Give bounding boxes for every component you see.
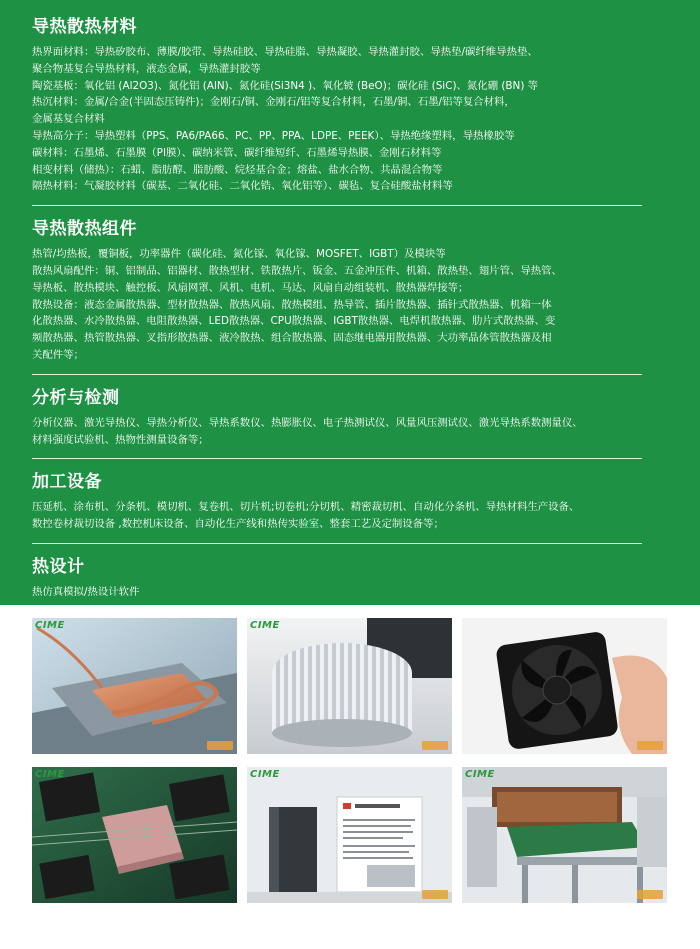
section-text-line: 分析仪器、激光导热仪、导热分析仪、导热系数仪、热膨胀仪、电子热测试仪、风量风压测试仪、激光导热系数测量仪、: [32, 416, 583, 429]
section-text-line: 隔热材料：气凝胶材料（碳基、二氧化硅、二氧化锆、氧化铝等）、碳毡、复合硅酸盐材料等: [32, 180, 453, 193]
section-text-line: 陶瓷基板：氧化铝 (Al2O3)、氮化铝 (AlN)、氮化硅(Si3N4 )、氧化铍 (BeO)；碳化硅 (SiC)、氮化硼 (BN) 等: [32, 79, 539, 92]
section-0: [32, 16, 668, 195]
section-text-line: 金属基复合材料: [32, 113, 105, 126]
cime-logo: CIME: [35, 769, 65, 780]
section-text-line: 热管/均热板，覆铜板，功率器件（碳化硅、氮化镓、氧化镓、MOSFET、IGBT）及模块等: [32, 248, 446, 261]
cime-logo: CIME: [250, 769, 280, 780]
sections-container: [32, 16, 668, 601]
section-4: [32, 556, 668, 601]
section-text-line: 导热板、散热模块、触控板、风扇网罩、风机、电机、马达、风扇自动组装机、散热器焊接等；: [32, 281, 469, 294]
watermark-stamp: [207, 741, 233, 750]
section-2: [32, 387, 668, 449]
section-title: 导热散热材料: [32, 17, 137, 37]
section-text-line: 聚合物基复合导热材料，液态金属，导热灌封胶等: [32, 62, 261, 75]
watermark-stamp: [422, 890, 448, 899]
section-divider: [32, 543, 642, 544]
section-text-line: 频散热器、热管散热器、叉指形散热器、液冷散热、组合散热器、固态继电器用散热器、大功率晶体管散热器及相: [32, 332, 552, 345]
thermal-pad-pcb-photo: [32, 767, 237, 903]
pin-fin-heatsink-photo: [247, 618, 452, 754]
section-title: 分析与检测: [32, 387, 120, 408]
cime-logo: CIME: [465, 769, 495, 780]
section-text-line: 热界面材料：导热矽胶布、薄膜/胶带、导热硅胶、导热硅脂、导热凝胶、导热灌封胶、导热垫/碳纤维导热垫、: [32, 46, 538, 58]
section-text-line: 散热设备：液态金属散热器、型材散热器、散热风扇、散热模组、热导管、插片散热器、插针式散热器、机箱一体: [32, 298, 552, 311]
section-text-line: 相变材料（储热）：石蜡、脂肪醇、脂肪酸、烷烃基合金；熔盐、盐水合物、共晶混合物等: [32, 163, 443, 176]
section-text-line: 化散热器、水冷散热器、电阻散热器、LED散热器、CPU散热器、IGBT散热器、电焊机散热器、肋片式散热器、变: [32, 315, 556, 328]
section-text-line: 关配件等；: [32, 348, 84, 361]
section-text-line: 碳材料：石墨烯、石墨膜（PI膜）、碳纳米管、碳纤维短纤、石墨烯导热膜、金刚石材料等: [32, 146, 442, 159]
section-3: [32, 471, 668, 533]
section-divider: [32, 374, 642, 375]
section-1: [32, 218, 668, 364]
watermark-stamp: [637, 890, 663, 899]
coating-machine-photo: [462, 767, 667, 903]
section-text-line: 压延机、涂布机、分条机、模切机、复卷机、切片机;切卷机;分切机、精密裁切机、自动化分条机、导热材料生产设备、: [32, 501, 580, 514]
section-title: 导热散热组件: [32, 219, 137, 240]
section-text-line: 导热高分子：导热塑料（PPS、PA6/PA66、PC、PP、PPA、LDPE、PEEK）、导热绝缘塑料，导热橡胶等: [32, 129, 515, 142]
section-title: 加工设备: [32, 472, 102, 493]
section-text-line: 热沉材料：金属/合金(半固态压铸件)；金刚石/铜、金刚石/铝等复合材料，石墨/铜、石墨/铝等复合材料，: [32, 96, 515, 109]
cime-logo: CIME: [35, 620, 65, 631]
section-text-line: 材料强度试验机、热物性测量设备等；: [32, 433, 209, 446]
heat-pipe-photo: [32, 618, 237, 754]
watermark-stamp: [422, 741, 448, 750]
section-text-line: 散热风扇配件：铜、铝制品、铝器材、散热型材、铁散热片、钣金、五金冲压件、机箱、散热垫、翅片管、导热管、: [32, 264, 562, 277]
cime-logo: CIME: [250, 620, 280, 631]
photo-gallery: [32, 618, 668, 938]
watermark-stamp: [637, 741, 663, 750]
section-divider: [32, 205, 642, 206]
section-title: 热设计: [32, 556, 85, 577]
section-text-line: 热仿真模拟/热设计软件: [32, 585, 140, 598]
section-text-line: 数控卷材裁切设备 ,数控机床设备、自动化生产线和热传实验室、整套工艺及定制设备等；: [32, 518, 444, 531]
graphite-sheet-display-photo: [247, 767, 452, 903]
section-divider: [32, 458, 642, 459]
cooling-fan-photo: [462, 618, 667, 754]
